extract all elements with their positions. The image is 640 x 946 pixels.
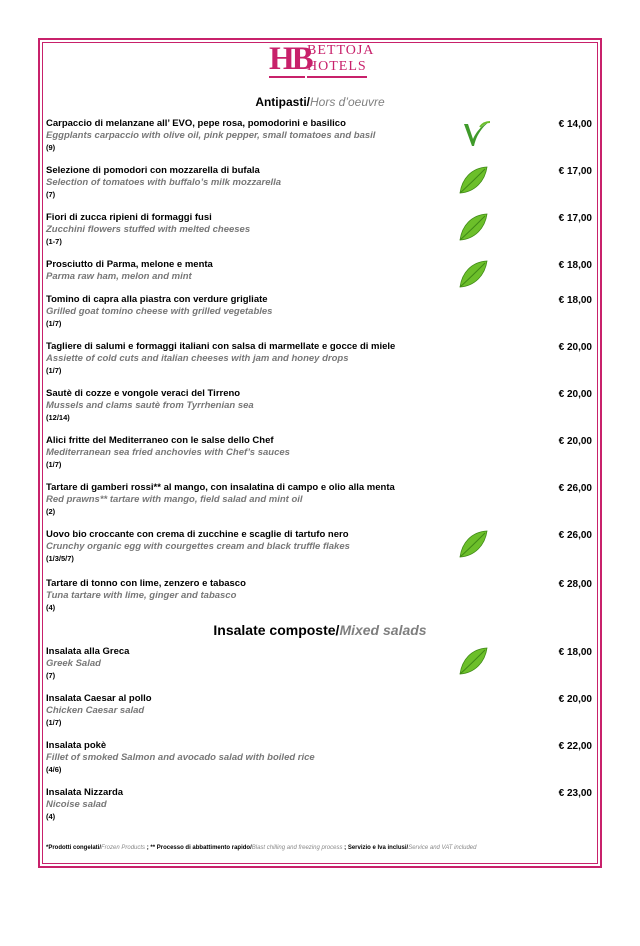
footer-sep-2: ; [342, 845, 348, 851]
dish-name-en: Mussels and clams sautè from Tyrrhenian sea [46, 400, 254, 411]
dish-name-en: Assiette of cold cuts and italian cheeses with jam and honey drops [46, 353, 349, 364]
leaf-icon [457, 212, 489, 242]
dish-name: Prosciutto di Parma, melone e menta [46, 259, 213, 270]
logo-mark: HB [269, 41, 311, 77]
dish-price: € 17,00 [558, 213, 592, 224]
leaf-icon [457, 165, 489, 195]
footer-sep-1: ; [145, 845, 151, 851]
menu-item [46, 294, 566, 329]
allergens: (7) [46, 190, 56, 199]
dish-price: € 28,00 [558, 579, 592, 590]
dish-name-en: Zucchini flowers stuffed with melted cheeses [46, 224, 251, 235]
antipasti-heading [0, 95, 640, 109]
dish-price: € 14,00 [558, 119, 592, 130]
menu-item [46, 787, 566, 822]
dish-name: Tomino di capra alla piastra con verdure grigliate [46, 294, 268, 305]
footer-blast-en: Blast chilling and freezing process [251, 845, 343, 851]
vegan-v-icon [460, 118, 492, 150]
allergens: (7) [46, 671, 56, 680]
menu-item [46, 693, 566, 728]
dish-name: Insalata Nizzarda [46, 787, 124, 798]
menu-item [46, 341, 566, 376]
dish-name: Sautè di cozze e vongole veraci del Tirreno [46, 388, 241, 399]
dish-name-en: Parma raw ham, melon and mint [46, 271, 192, 282]
allergens: (1-7) [46, 237, 62, 246]
dish-price: € 20,00 [558, 694, 592, 705]
allergens: (9) [46, 143, 56, 152]
bettoja-hotels-logo [269, 41, 375, 78]
menu-item [46, 388, 566, 423]
dish-name-en: Fillet of smoked Salmon and avocado salad with boiled rice [46, 752, 315, 763]
allergens: (1/3/5/7) [46, 554, 74, 563]
dish-name-en: Mediterranean sea fried anchovies with Chef’s sauces [46, 447, 290, 458]
allergens: (4) [46, 812, 56, 821]
dish-price: € 23,00 [558, 788, 592, 799]
dish-price: € 18,00 [558, 295, 592, 306]
dish-price: € 17,00 [558, 166, 592, 177]
leaf-icon [457, 646, 489, 676]
dish-name: Selezione di pomodori con mozzarella di bufala [46, 165, 260, 176]
antipasti-title: Antipasti/ [255, 95, 310, 109]
footer-blast: ** Processo di abbattimento rapido/ [150, 845, 252, 851]
dish-name: Insalata pokè [46, 740, 107, 751]
dish-price: € 22,00 [558, 741, 592, 752]
footer-frozen-en: Frozen Products [101, 845, 146, 851]
allergens: (4) [46, 603, 56, 612]
logo-line-1: BETTOJA [307, 43, 375, 58]
footer-service-en: Service and VAT included [408, 845, 477, 851]
dish-name-en: Nicoise salad [46, 799, 107, 810]
dish-price: € 26,00 [558, 483, 592, 494]
menu-item [46, 482, 566, 517]
dish-price: € 20,00 [558, 342, 592, 353]
menu-item [46, 435, 566, 470]
dish-name-en: Grilled goat tomino cheese with grilled vegetables [46, 306, 273, 317]
allergens: (2) [46, 507, 56, 516]
dish-price: € 26,00 [558, 530, 592, 541]
footer-service: Servizio e Iva inclusi/ [347, 845, 409, 851]
dish-name-en: Tuna tartare with lime, ginger and tabasco [46, 590, 237, 601]
leaf-icon [457, 529, 489, 559]
allergens: (1/7) [46, 319, 62, 328]
dish-price: € 18,00 [558, 647, 592, 658]
dish-name: Fiori di zucca ripieni di formaggi fusi [46, 212, 212, 223]
antipasti-title-en: Hors d’oeuvre [309, 95, 385, 109]
dish-name: Tartare di gamberi rossi** al mango, con insalatina di campo e olio alla menta [46, 482, 395, 493]
dish-name-en: Chicken Caesar salad [46, 705, 145, 716]
dish-name: Insalata Caesar al pollo [46, 693, 152, 704]
dish-name-en: Red prawns** tartare with mango, field salad and mint oil [46, 494, 303, 505]
dish-name: Tartare di tonno con lime, zenzero e tabasco [46, 578, 246, 589]
dish-price: € 18,00 [558, 260, 592, 271]
footer-frozen: *Prodotti congelati/ [46, 845, 102, 851]
dish-name: Uovo bio croccante con crema di zucchine e scaglie di tartufo nero [46, 529, 349, 540]
allergens: (12/14) [46, 413, 70, 422]
dish-price: € 20,00 [558, 389, 592, 400]
dish-name: Carpaccio di melanzane all’ EVO, pepe rosa, pomodorini e basilico [46, 118, 346, 129]
allergens: (1/7) [46, 718, 62, 727]
salads-title: Insalate composte/ [213, 622, 340, 638]
allergens: (1/7) [46, 366, 62, 375]
footer-notes [46, 845, 476, 851]
dish-name-en: Greek Salad [46, 658, 101, 669]
logo-line-2: HOTELS [307, 59, 367, 78]
allergens: (4/6) [46, 765, 62, 774]
menu-item [46, 578, 566, 613]
allergens: (1/7) [46, 460, 62, 469]
dish-name-en: Selection of tomatoes with buffalo’s milk mozzarella [46, 177, 282, 188]
salads-heading [0, 622, 640, 638]
dish-name-en: Crunchy organic egg with courgettes cream and black truffle flakes [46, 541, 350, 552]
dish-name: Alici fritte del Mediterraneo con le salse dello Chef [46, 435, 274, 446]
leaf-icon [457, 259, 489, 289]
salads-title-en: Mixed salads [339, 622, 427, 638]
dish-name: Insalata alla Greca [46, 646, 130, 657]
dish-name: Tagliere di salumi e formaggi italiani con salsa di marmellate e gocce di miele [46, 341, 396, 352]
dish-name-en: Eggplants carpaccio with olive oil, pink pepper, small tomatoes and basil [46, 130, 376, 141]
menu-item [46, 740, 566, 775]
dish-price: € 20,00 [558, 436, 592, 447]
